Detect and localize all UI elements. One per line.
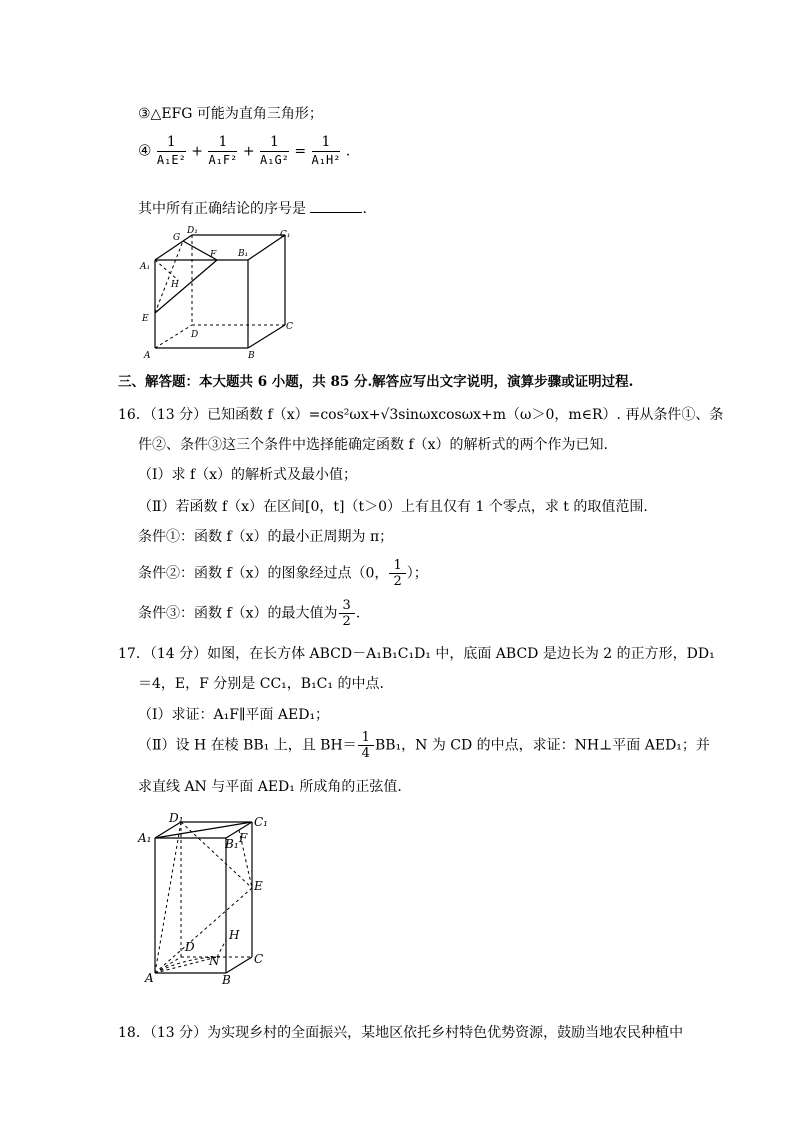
label-C1: C₁ bbox=[254, 815, 268, 829]
section-heading: 三、解答题：本大题共 6 小题，共 85 分.解答应写出文字说明，演算步骤或证明过程. bbox=[118, 374, 634, 390]
fraction-1: $\frac{1}{\text{A₁E²}}$ bbox=[156, 134, 186, 167]
q17-part1: （Ⅰ）求证：A₁F∥平面 AED₁； bbox=[138, 707, 330, 723]
fraction-2: $\frac{1}{\text{A₁F²}}$ bbox=[208, 134, 238, 167]
label-C: C bbox=[286, 322, 293, 332]
fraction-three-halves: $\frac{3}{2}$ bbox=[339, 598, 355, 629]
label-D: D bbox=[185, 940, 195, 954]
fraction-quarter: $\frac{1}{4}$ bbox=[358, 730, 374, 761]
statement-3: ③△EFG 可能为直角三角形； bbox=[138, 106, 323, 122]
fraction-3: $\frac{1}{\text{A₁G²}}$ bbox=[260, 134, 289, 167]
answer-prompt: 其中所有正确结论的序号是 . bbox=[138, 198, 367, 219]
label-A: A bbox=[144, 351, 151, 361]
label-H: H bbox=[171, 280, 179, 290]
q17-line2: ＝4，E，F 分别是 CC₁，B₁C₁ 的中点. bbox=[138, 676, 384, 692]
q16-condition3: 条件③：函数 f（x）的最大值为 $\frac{3}{2}$ . bbox=[138, 598, 361, 629]
edge-B-C bbox=[226, 957, 252, 973]
edge-A-D bbox=[155, 325, 192, 348]
label-B1: B₁ bbox=[225, 837, 239, 851]
label-B: B bbox=[222, 973, 231, 986]
label-F: F bbox=[210, 250, 217, 260]
label-E: E bbox=[254, 879, 263, 893]
edge-A-D bbox=[155, 957, 181, 973]
label-C1: C₁ bbox=[280, 230, 291, 240]
q16-line1: 16．（13 分）已知函数 f（x）=cos²ωx+√3sinωxcosωx+m（ω＞0，m∈R）. 再从条件①、条 bbox=[118, 407, 724, 423]
label-G: G bbox=[173, 233, 181, 243]
q17-line1: 17．（14 分）如图，在长方体 ABCD－A₁B₁C₁D₁ 中，底面 ABCD 是边长为 2 的正方形，DD₁ bbox=[118, 646, 715, 662]
fraction-4: $\frac{1}{\text{A₁H²}}$ bbox=[311, 134, 341, 167]
q16-part1: （Ⅰ）求 f（x）的解析式及最小值； bbox=[138, 467, 358, 483]
q17-part2-line2: 求直线 AN 与平面 AED₁ 所成角的正弦值. bbox=[138, 779, 402, 795]
line-A-D1 bbox=[155, 822, 181, 973]
q18-line1: 18．（13 分）为实现乡村的全面振兴，某地区依托乡村特色优势资源，鼓励当地农民种植中 bbox=[118, 1025, 684, 1041]
label-A1: A₁ bbox=[140, 262, 151, 272]
edge-A1-H bbox=[155, 260, 178, 280]
statement-4-label: ④ bbox=[138, 141, 152, 160]
label-C: C bbox=[254, 952, 264, 966]
statement-4: ④ $\frac{1}{\text{A₁E²}}$ + $\frac{1}{\text{A₁F²}}$ + $\frac{1}{\text{A₁G²}}$ = $\frac{1}{\text{A₁H²}}$ . bbox=[138, 134, 351, 167]
q16-condition1: 条件①：函数 f（x）的最小正周期为 π； bbox=[138, 529, 394, 545]
edge-E-G bbox=[155, 241, 183, 313]
label-B1: B₁ bbox=[238, 249, 249, 259]
label-N: N bbox=[209, 954, 220, 968]
label-F: F bbox=[239, 831, 248, 845]
q17-part2: （Ⅱ）设 H 在棱 BB₁ 上，且 BH＝ $\frac{1}{4}$ BB₁，N 为 CD 的中点，求证：NH⊥平面 AED₁；并 bbox=[138, 730, 710, 761]
edge-B-C bbox=[248, 325, 285, 348]
label-D1: D₁ bbox=[187, 226, 198, 236]
box-figure-2 bbox=[135, 808, 275, 986]
q16-condition2: 条件②：函数 f（x）的图象经过点（0， $\frac{1}{2}$ ）； bbox=[138, 558, 428, 589]
label-H: H bbox=[229, 928, 240, 942]
q16-part2: （Ⅱ）若函数 f（x）在区间[0，t]（t＞0）上有且仅有 1 个零点，求 t 的取值范围. bbox=[138, 499, 648, 515]
answer-blank[interactable] bbox=[310, 198, 362, 213]
fraction-half: $\frac{1}{2}$ bbox=[389, 558, 405, 589]
label-E: E bbox=[142, 314, 149, 324]
label-D: D bbox=[191, 330, 199, 340]
label-A1: A₁ bbox=[138, 831, 152, 845]
label-B: B bbox=[248, 351, 255, 361]
cube-figure-1 bbox=[135, 225, 305, 365]
q16-line2: 件②、条件③这三个条件中选择能确定函数 f（x）的解析式的两个作为已知. bbox=[138, 437, 608, 453]
label-D1: D₁ bbox=[169, 811, 184, 825]
label-A: A bbox=[145, 971, 154, 985]
